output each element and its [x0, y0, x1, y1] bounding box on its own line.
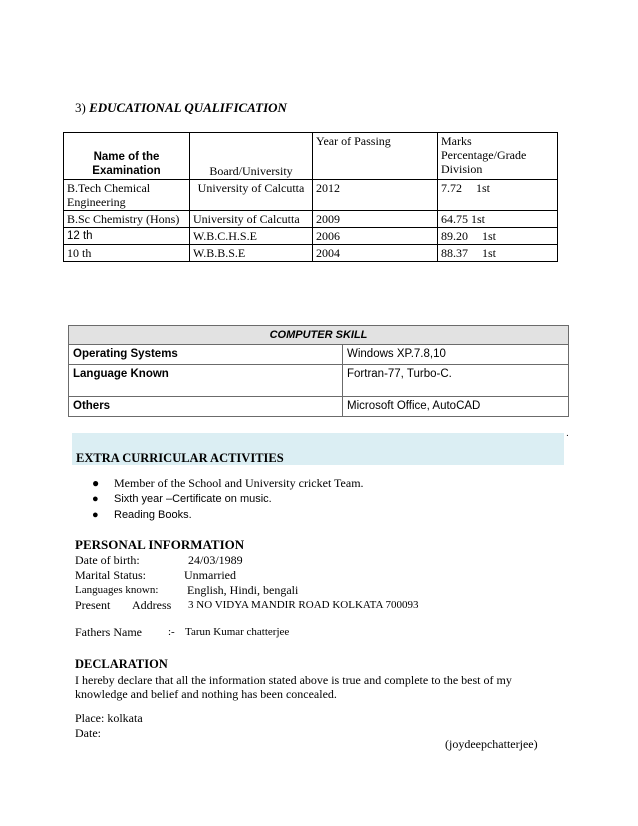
table-row	[64, 180, 558, 211]
board-cell: W.B.C.H.S.E	[190, 228, 313, 245]
year-cell: 2012	[313, 180, 438, 211]
marital-row	[75, 568, 244, 583]
header-marks-line2: Percentage/Grade	[441, 148, 527, 162]
board-cell: University of Calcutta	[190, 211, 313, 228]
education-header-row	[64, 133, 558, 180]
skill-label: Others	[69, 397, 343, 417]
extra-curricular-title: EXTRA CURRICULAR ACTIVITIES	[76, 451, 284, 465]
marital-value: Unmarried	[184, 568, 236, 582]
father-row	[75, 625, 290, 640]
division-value: 1st	[482, 229, 497, 243]
marks-value: 7.72	[441, 181, 462, 195]
personal-information	[75, 537, 419, 640]
exam-cell: B.Sc Chemistry (Hons)	[64, 211, 190, 228]
computer-skill-title: COMPUTER SKILL	[69, 326, 569, 345]
exam-cell: 12 th	[64, 228, 190, 245]
skill-value: Fortran-77, Turbo-C.	[343, 365, 569, 397]
dob-label: Date of birth:	[75, 553, 140, 567]
address-value: 3 NO VIDYA MANDIR ROAD KOLKATA 700093	[188, 599, 419, 611]
year-cell: 2009	[313, 211, 438, 228]
declaration-text: I hereby declare that all the information stated above is true and complete to the best of my knowledge and belief and nothing has been concealed.	[75, 673, 512, 701]
place-label: Place: kolkata	[75, 711, 143, 725]
header-marks	[438, 133, 558, 180]
languages-row	[75, 583, 299, 598]
marks-cell	[438, 228, 558, 245]
marks-value: 89.20	[441, 229, 468, 243]
table-row	[69, 397, 569, 417]
list-item	[92, 491, 364, 507]
division-value: 1st	[471, 212, 486, 226]
list-item	[92, 475, 364, 491]
address-row	[75, 598, 419, 613]
section-number: 3)	[75, 100, 86, 115]
stray-dot: .	[566, 428, 569, 439]
activity-text: Sixth year –Certificate on music.	[114, 493, 272, 505]
address-label-1: Present	[75, 598, 111, 612]
table-row	[64, 228, 558, 245]
header-year: Year of Passing	[313, 133, 438, 180]
declaration-section	[75, 657, 555, 701]
address-label-2: Address	[132, 598, 172, 612]
computer-skill-header	[69, 326, 569, 345]
father-value: Tarun Kumar chatterjee	[185, 626, 290, 638]
marks-value: 88.37	[441, 246, 468, 260]
computer-skill-table	[68, 325, 569, 417]
header-exam-name	[64, 133, 190, 180]
marks-cell	[438, 211, 558, 228]
table-row	[69, 365, 569, 397]
father-label: Fathers Name	[75, 625, 142, 639]
activity-text: Reading Books.	[114, 509, 192, 521]
table-row	[64, 245, 558, 262]
marks-value: 64.75	[441, 212, 468, 226]
bullet-icon: ●	[92, 493, 99, 505]
division-value: 1st	[482, 246, 497, 260]
education-title: EDUCATIONAL QUALIFICATION	[89, 100, 287, 115]
skill-label: Language Known	[69, 365, 343, 397]
personal-title: PERSONAL INFORMATION	[75, 537, 245, 552]
skill-value: Microsoft Office, AutoCAD	[343, 397, 569, 417]
board-cell: W.B.B.S.E	[190, 245, 313, 262]
activity-text: Member of the School and University cricket Team.	[114, 476, 364, 490]
list-item	[92, 507, 364, 523]
languages-label: Languages known:	[75, 584, 159, 596]
marital-label: Marital Status:	[75, 568, 146, 582]
header-board: Board/University	[190, 133, 313, 180]
languages-value: English, Hindi, bengali	[187, 583, 299, 597]
board-cell: University of Calcutta	[190, 180, 313, 211]
dob-row	[75, 553, 244, 568]
marks-cell	[438, 180, 558, 211]
declaration-title: DECLARATION	[75, 657, 168, 671]
marks-cell	[438, 245, 558, 262]
header-marks-line3: Division	[441, 162, 483, 176]
place-date-block	[75, 711, 143, 741]
table-row	[64, 211, 558, 228]
header-marks-line1: Marks	[441, 134, 472, 148]
dob-value: 24/03/1989	[188, 553, 243, 567]
skill-label: Operating Systems	[69, 345, 343, 365]
education-heading	[75, 100, 287, 116]
exam-cell: B.Tech Chemical Engineering	[64, 180, 190, 211]
header-exam-name-line1: Name of the	[93, 151, 160, 163]
division-value: 1st	[476, 181, 491, 195]
date-label: Date:	[75, 726, 101, 740]
header-exam-name-line2: Examination	[92, 165, 161, 177]
father-separator: :-	[168, 626, 175, 638]
year-cell: 2006	[313, 228, 438, 245]
bullet-icon: ●	[92, 509, 99, 521]
bullet-icon: ●	[92, 476, 100, 490]
year-cell: 2004	[313, 245, 438, 262]
signature-name: (joydeepchatterjee)	[445, 737, 538, 751]
exam-cell: 10 th	[64, 245, 190, 262]
activities-list	[92, 475, 364, 523]
table-row	[69, 345, 569, 365]
education-table	[63, 132, 558, 262]
skill-value: Windows XP.7.8,10	[343, 345, 569, 365]
